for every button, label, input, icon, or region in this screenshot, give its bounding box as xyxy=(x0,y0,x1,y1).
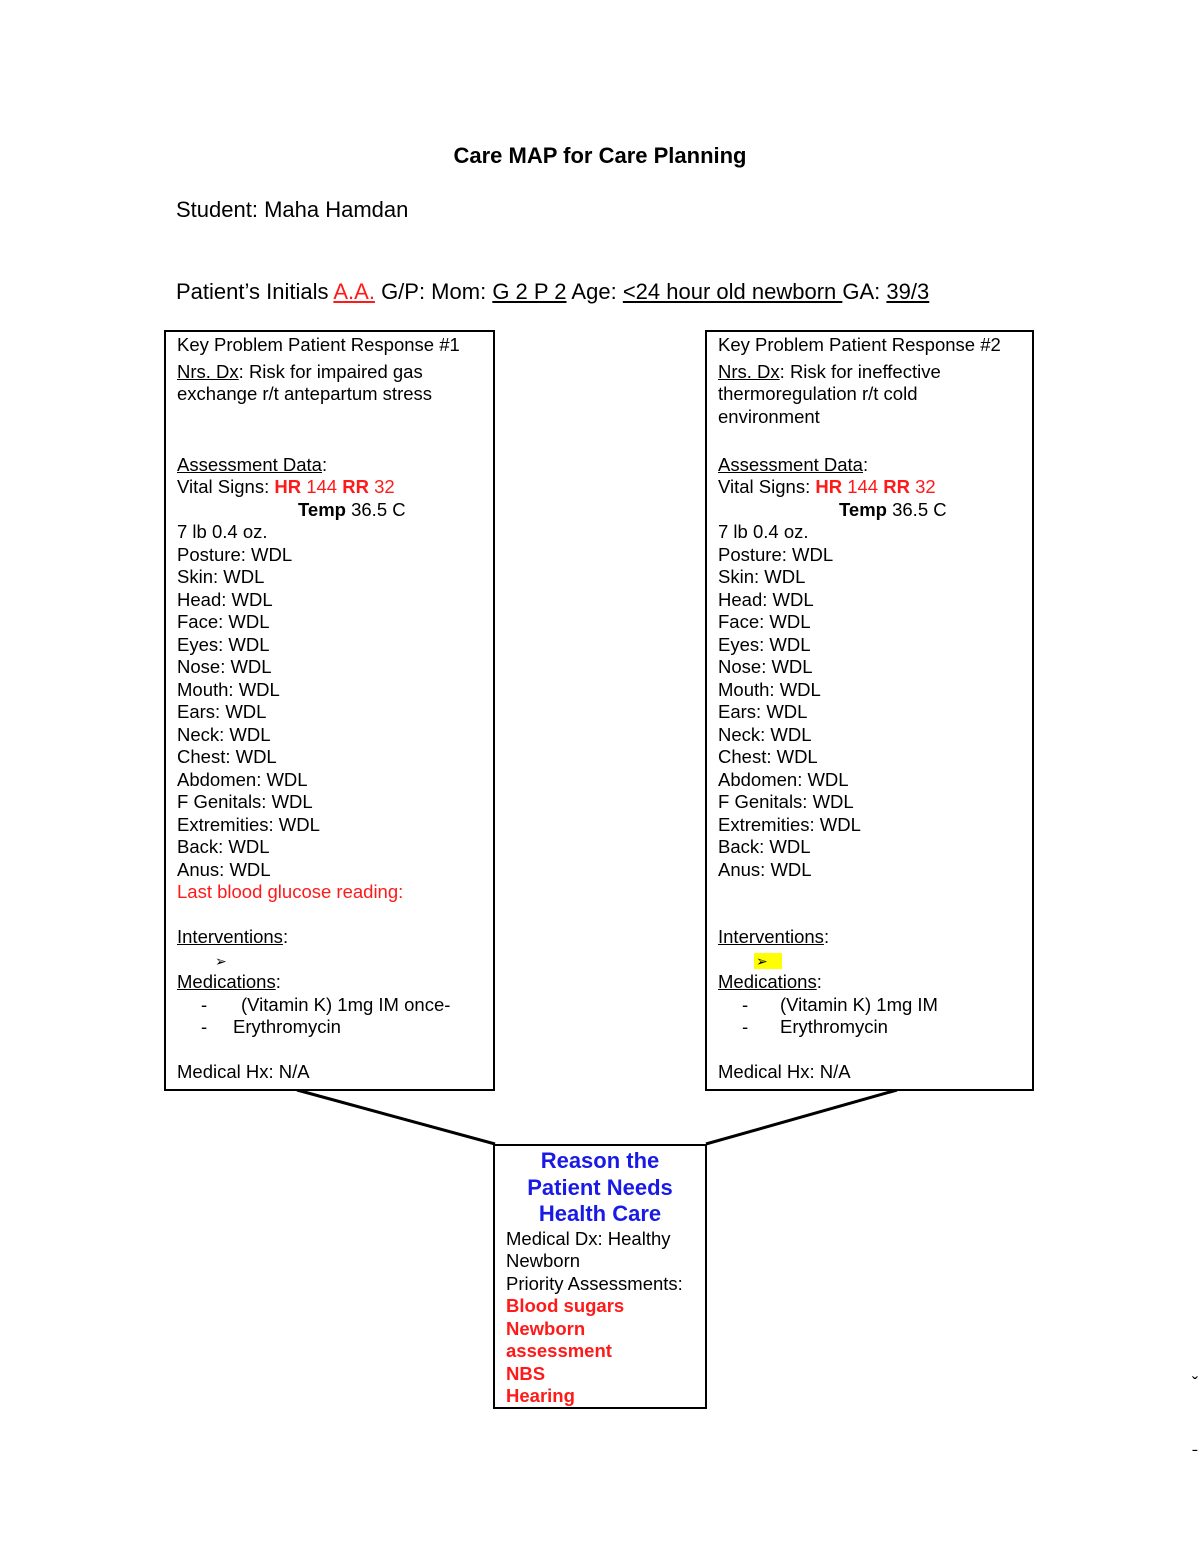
box2-finding: Anus: WDL xyxy=(718,858,812,880)
box1-rr-label: RR xyxy=(342,476,369,497)
box1-nrs-line1: : Risk for impaired gas xyxy=(238,360,423,382)
box2-finding: Eyes: WDL xyxy=(718,633,811,655)
box2-interventions-label: Interventions: xyxy=(718,926,830,947)
box1-nrs-dx xyxy=(177,361,493,384)
student-label: Student: xyxy=(176,197,258,222)
box2-finding: F Genitals: WDL xyxy=(718,791,854,812)
reason-heading-line1: Reason the xyxy=(540,1148,660,1173)
box2-hr-label: HR xyxy=(815,476,843,497)
student-name: Maha Hamdan xyxy=(264,197,409,222)
box2-finding: Chest: WDL xyxy=(718,746,818,767)
box1-finding: Back: WDL xyxy=(177,836,270,857)
ga-value: 39/3 xyxy=(886,279,930,304)
box2-rr-value: 32 xyxy=(915,476,936,497)
box1-finding: Abdomen: WDL xyxy=(177,768,308,790)
key-problem-box-1 xyxy=(164,330,495,1091)
box2-vital-label: Vital Signs: xyxy=(718,476,811,497)
box1-finding: Extremities: WDL xyxy=(177,813,320,835)
box2-nrs-dx xyxy=(718,361,1032,384)
medical-dx-line1: Medical Dx: Healthy xyxy=(506,1227,671,1249)
box2-finding: Skin: WDL xyxy=(718,566,806,587)
age-label: Age: xyxy=(571,279,617,304)
box1-finding: Face: WDL xyxy=(177,611,270,632)
box2-nrs-line1: : Risk for ineffective xyxy=(779,360,941,382)
medical-dx-line2: Newborn xyxy=(506,1250,581,1271)
reason-box xyxy=(493,1144,707,1409)
box1-hr-value: 144 xyxy=(306,476,338,497)
gp-label: G/P: Mom: xyxy=(381,279,487,304)
box2-finding: Extremities: WDL xyxy=(718,813,861,835)
box1-hr-label: HR xyxy=(274,476,302,497)
box2-finding: Abdomen: WDL xyxy=(718,768,849,790)
priority-item: assessment xyxy=(506,1340,612,1361)
connector-left xyxy=(297,1090,495,1144)
box1-temp xyxy=(177,499,493,522)
initials-label: Patient’s Initials xyxy=(176,279,329,304)
box2-finding: Posture: WDL xyxy=(718,543,834,565)
reason-heading-line2: Patient Needs xyxy=(527,1174,673,1200)
box2-hr-value: 144 xyxy=(847,476,879,497)
box2-temp-value: 36.5 C xyxy=(892,498,947,520)
box1-finding: Eyes: WDL xyxy=(177,633,270,655)
edge-mark-2: ˉ xyxy=(1192,1446,1198,1466)
edge-mark-1: ˇ xyxy=(1192,1374,1198,1394)
box2-med-2: - Erythromycin xyxy=(742,1016,888,1037)
gp-value: G 2 P 2 xyxy=(492,279,567,304)
box2-finding: Back: WDL xyxy=(718,836,811,857)
box1-history: Medical Hx: N/A xyxy=(177,1061,310,1082)
box2-temp xyxy=(718,499,1032,522)
box2-nrs-line3: environment xyxy=(718,405,820,427)
box1-finding: Skin: WDL xyxy=(177,566,265,587)
box1-med-2: - Erythromycin xyxy=(201,1016,341,1037)
box1-finding: Anus: WDL xyxy=(177,858,271,880)
reason-heading-line3: Health Care xyxy=(538,1201,662,1226)
box2-nrs-line2: thermoregulation r/t cold xyxy=(718,383,918,404)
box2-vitals xyxy=(718,476,1032,499)
box1-med-1: - (Vitamin K) 1mg IM once- xyxy=(201,993,451,1015)
box1-finding: Nose: WDL xyxy=(177,656,272,677)
box1-finding: Neck: WDL xyxy=(177,723,271,745)
priority-label: Priority Assessments: xyxy=(506,1272,683,1294)
box1-finding: F Genitals: WDL xyxy=(177,791,313,812)
box1-vital-label: Vital Signs: xyxy=(177,476,270,497)
box2-finding: Nose: WDL xyxy=(718,656,813,677)
box2-med-1: - (Vitamin K) 1mg IM xyxy=(742,993,938,1015)
box1-finding: Posture: WDL xyxy=(177,543,293,565)
key-problem-box-2 xyxy=(705,330,1034,1091)
box2-rr-label: RR xyxy=(883,476,910,497)
age-value: <24 hour old newborn xyxy=(622,279,843,304)
connector-right xyxy=(706,1090,897,1144)
box2-finding: Head: WDL xyxy=(718,588,814,610)
box1-finding: Ears: WDL xyxy=(177,701,267,722)
box1-weight: 7 lb 0.4 oz. xyxy=(177,521,268,542)
box1-rr-value: 32 xyxy=(374,476,395,497)
box1-medications-label: Medications: xyxy=(177,971,281,992)
box1-finding: Mouth: WDL xyxy=(177,678,280,700)
priority-item: Blood sugars xyxy=(506,1295,625,1316)
box1-intervention-bullet xyxy=(177,949,493,972)
student-line xyxy=(176,197,408,223)
page-title: Care MAP for Care Planning xyxy=(453,143,747,168)
box2-finding: Neck: WDL xyxy=(718,723,812,745)
box1-finding: Head: WDL xyxy=(177,588,273,610)
box2-finding: Mouth: WDL xyxy=(718,678,821,700)
box2-medications-label: Medications: xyxy=(718,971,822,992)
box2-finding: Ears: WDL xyxy=(718,701,808,722)
box1-finding: Chest: WDL xyxy=(177,746,277,767)
priority-item: Hearing xyxy=(506,1385,575,1406)
arrow-bullet-icon: ➢ xyxy=(215,952,227,969)
box1-temp-value: 36.5 C xyxy=(351,498,406,520)
box1-nrs-line2: exchange r/t antepartum stress xyxy=(177,383,433,404)
patient-line xyxy=(176,279,929,305)
patient-initials: A.A. xyxy=(333,279,375,304)
priority-item: Newborn xyxy=(506,1317,586,1339)
box1-temp-label: Temp xyxy=(298,498,346,520)
box2-intervention-bullet xyxy=(718,949,1032,972)
box2-weight: 7 lb 0.4 oz. xyxy=(718,521,809,542)
box2-assessment-label: Assessment Data: xyxy=(718,453,869,475)
box2-history: Medical Hx: N/A xyxy=(718,1061,851,1082)
box2-finding: Face: WDL xyxy=(718,611,811,632)
box1-nrs-label: Nrs. Dx xyxy=(177,360,239,382)
box2-header: Key Problem Patient Response #2 xyxy=(718,334,1001,355)
box1-header: Key Problem Patient Response #1 xyxy=(177,334,460,355)
priority-item: NBS xyxy=(506,1362,546,1384)
arrow-bullet-icon: ➢ xyxy=(754,953,782,969)
ga-label: GA: xyxy=(842,279,881,304)
box1-glucose: Last blood glucose reading: xyxy=(177,881,404,902)
box2-nrs-label: Nrs. Dx xyxy=(718,360,780,382)
box1-interventions-label: Interventions: xyxy=(177,926,289,947)
box2-temp-label: Temp xyxy=(839,498,887,520)
box1-vitals xyxy=(177,476,493,499)
box1-assessment-label: Assessment Data: xyxy=(177,453,328,475)
